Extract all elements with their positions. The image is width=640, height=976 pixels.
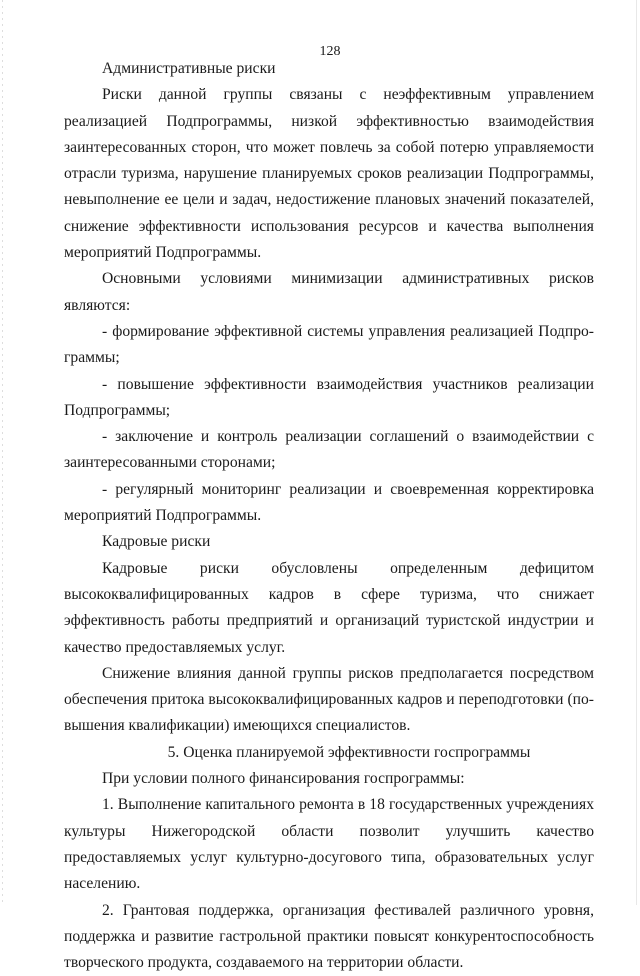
- paragraph: Основными условиями минимизации административных рисков являются:: [64, 266, 594, 319]
- list-item: - формирование эффективной системы управления реализацией Подпрограммы;: [64, 319, 594, 372]
- paragraph: Кадровые риски обусловлены определенным дефицитом высококвалифицированных кадров в сфере туризма, что снижает эффективность работы предприятий и организаций туристской индустрии и качество предоставляемых услуг.: [64, 556, 594, 661]
- section-heading-efficiency-evaluation: 5. Оценка планируемой эффективности госпрограммы: [64, 740, 594, 766]
- list-item: - повышение эффективности взаимодействия участников реализации Подпрограммы;: [64, 372, 594, 425]
- list-item: - регулярный мониторинг реализации и своевременная корректировка мероприятий Подпрограммы.: [64, 477, 594, 530]
- scan-edge-right: [636, 0, 637, 905]
- document-body: [64, 56, 594, 976]
- paragraph: Риски данной группы связаны с неэффективным управлением реализацией Подпрограммы, низкой эффективностью взаимодействия заинтересованных сторон, что может повлечь за собой потерю управляемости отрасли туризма, нарушение планируемых сроков реализации Подпрограммы, невыполнение ее цели и задач, недостижение плановых значений показателей, снижение эффективности использования ресурсов и качества выполнения мероприятий Подпрограммы.: [64, 82, 594, 266]
- scan-edge-left: [2, 0, 3, 905]
- paragraph: 1. Выполнение капитального ремонта в 18 государственных учреждениях культуры Нижегородской области позволит улучшить качество предоставляемых услуг культурно-досугового типа, образовательных услуг населению.: [64, 792, 594, 897]
- paragraph: Снижение влияния данной группы рисков предполагается посредством обеспечения притока высококвалифицированных кадров и переподготовки (повышения квалификации) имеющихся специалистов.: [64, 661, 594, 740]
- section-heading-personnel-risks: Кадровые риски: [64, 529, 594, 555]
- paragraph: При условии полного финансирования госпрограммы:: [64, 766, 594, 792]
- list-item: - заключение и контроль реализации соглашений о взаимодействии с заинтересованными сторонами;: [64, 424, 594, 477]
- paragraph: 2. Грантовая поддержка, организация фестивалей различного уровня, поддержка и развитие гастрольной практики повысят конкурентоспособность творческого продукта, создаваемого на территории области.: [64, 898, 594, 976]
- page-number: 128: [0, 44, 640, 60]
- section-heading-administrative-risks: Административные риски: [64, 56, 594, 82]
